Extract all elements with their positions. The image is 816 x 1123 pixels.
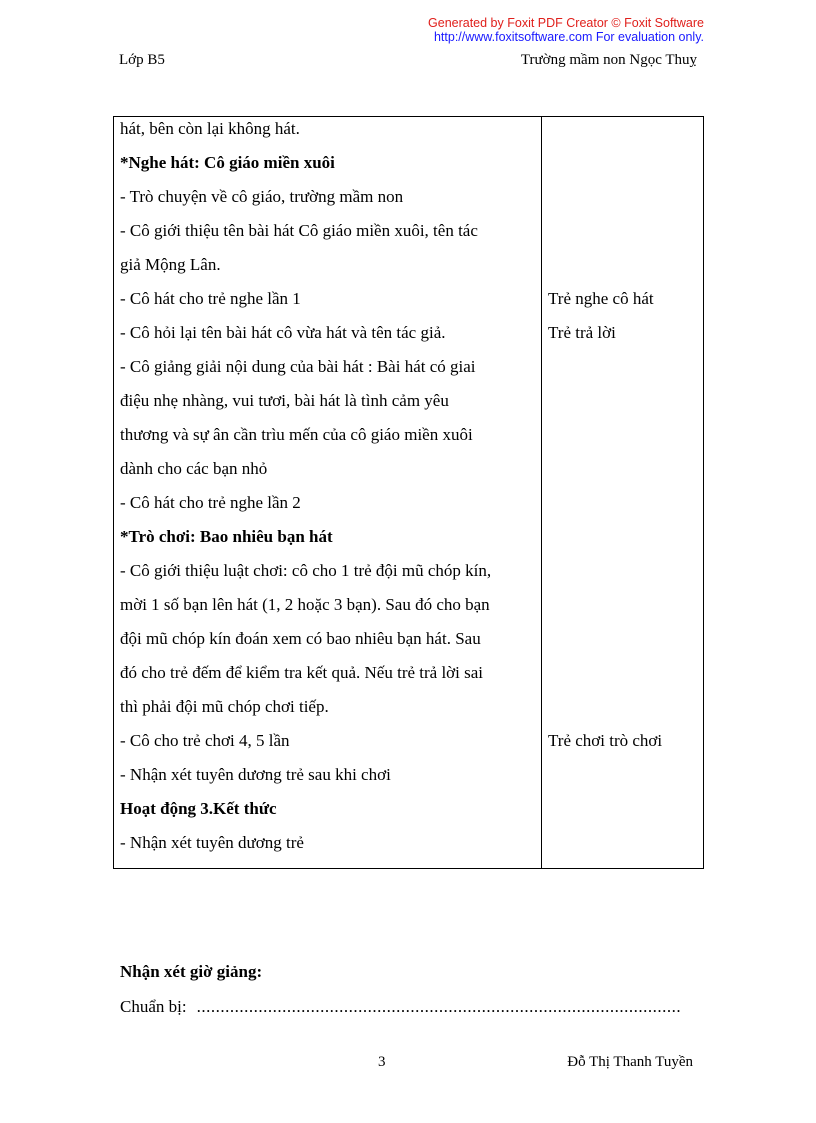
child-line — [542, 831, 703, 865]
teacher-line: điệu nhẹ nhàng, vui tươi, bài hát là tình cảm yêu — [120, 391, 449, 410]
child-line — [542, 151, 703, 185]
teacher-line: thương và sự ân cần trìu mến của cô giáo miền xuôi — [120, 425, 473, 444]
child-line — [542, 491, 703, 525]
section-heading: *Nghe hát: Cô giáo miền xuôi — [120, 153, 335, 172]
teacher-line: - Cô giới thiệu luật chơi: cô cho 1 trẻ đội mũ chóp kín, — [120, 561, 492, 580]
child-line — [542, 559, 703, 593]
teacher-line: giả Mộng Lân. — [120, 255, 221, 274]
prep-label: Chuẩn bị: — [120, 997, 187, 1016]
header-school-name: Trường mầm non Ngọc Thuỵ — [520, 52, 697, 68]
teacher-line: - Cô hát cho trẻ nghe lần 2 — [120, 493, 301, 512]
child-line — [542, 593, 703, 627]
child-line — [542, 355, 703, 389]
teacher-line: - Nhận xét tuyên dương trẻ sau khi chơi — [120, 765, 391, 784]
teacher-line: - Trò chuyện về cô giáo, trường mầm non — [120, 187, 404, 206]
teacher-activity-cell — [114, 117, 542, 869]
teacher-line: - Cô giới thiệu tên bài hát Cô giáo miền xuôi, tên tác — [120, 221, 478, 240]
header-class-name: Lớp B5 — [119, 52, 165, 68]
teacher-line: mời 1 số bạn lên hát (1, 2 hoặc 3 bạn). Sau đó cho bạn — [120, 595, 490, 614]
prep-line — [120, 997, 710, 1017]
page-header — [119, 52, 697, 72]
watermark-line-1: Generated by Foxit PDF Creator © Foxit Software — [428, 16, 704, 30]
child-line — [542, 457, 703, 491]
child-line — [542, 185, 703, 219]
table-row — [114, 117, 704, 869]
child-line: Trẻ trả lời — [548, 323, 616, 342]
child-line — [542, 695, 703, 729]
child-line — [542, 117, 703, 151]
teacher-line: thì phải đội mũ chóp chơi tiếp. — [120, 697, 329, 716]
child-line: Trẻ nghe cô hát — [548, 289, 654, 308]
teacher-line: dành cho các bạn nhỏ — [120, 459, 268, 478]
teacher-line: - Cô giảng giải nội dung của bài hát : Bài hát có giai — [120, 357, 476, 376]
section-heading: *Trò chơi: Bao nhiêu bạn hát — [120, 527, 333, 546]
teacher-line: - Cô hát cho trẻ nghe lần 1 — [120, 289, 301, 308]
section-heading: Hoạt động 3.Kết thức — [120, 799, 277, 818]
teacher-line: - Cô hỏi lại tên bài hát cô vừa hát và tên tác giả. — [120, 323, 446, 342]
child-line — [542, 627, 703, 661]
teacher-line: - Cô cho trẻ chơi 4, 5 lần — [120, 731, 290, 750]
child-line — [542, 253, 703, 287]
child-line — [542, 661, 703, 695]
child-line — [542, 763, 703, 797]
child-line — [542, 525, 703, 559]
child-line — [542, 797, 703, 831]
child-activity-cell — [542, 117, 704, 869]
foxit-watermark — [428, 16, 704, 44]
page-number: 3 — [378, 1054, 386, 1070]
teacher-line: đội mũ chóp kín đoán xem có bao nhiêu bạn hát. Sau — [120, 629, 481, 648]
child-line — [542, 423, 703, 457]
child-line — [542, 219, 703, 253]
teacher-line: hát, bên còn lại không hát. — [120, 119, 300, 138]
prep-dots: ...................................................................................................... — [196, 997, 682, 1016]
teacher-line: đó cho trẻ đếm để kiểm tra kết quả. Nếu trẻ trả lời sai — [120, 663, 484, 682]
watermark-line-2: http://www.foxitsoftware.com For evaluation only. — [433, 30, 704, 44]
review-title: Nhận xét giờ giảng: — [120, 962, 263, 981]
child-line — [542, 389, 703, 423]
lesson-plan-table — [113, 116, 704, 869]
footer-author: Đỗ Thị Thanh Tuyền — [567, 1054, 693, 1070]
teacher-line: - Nhận xét tuyên dương trẻ — [120, 833, 304, 852]
child-line: Trẻ chơi trò chơi — [548, 731, 663, 750]
